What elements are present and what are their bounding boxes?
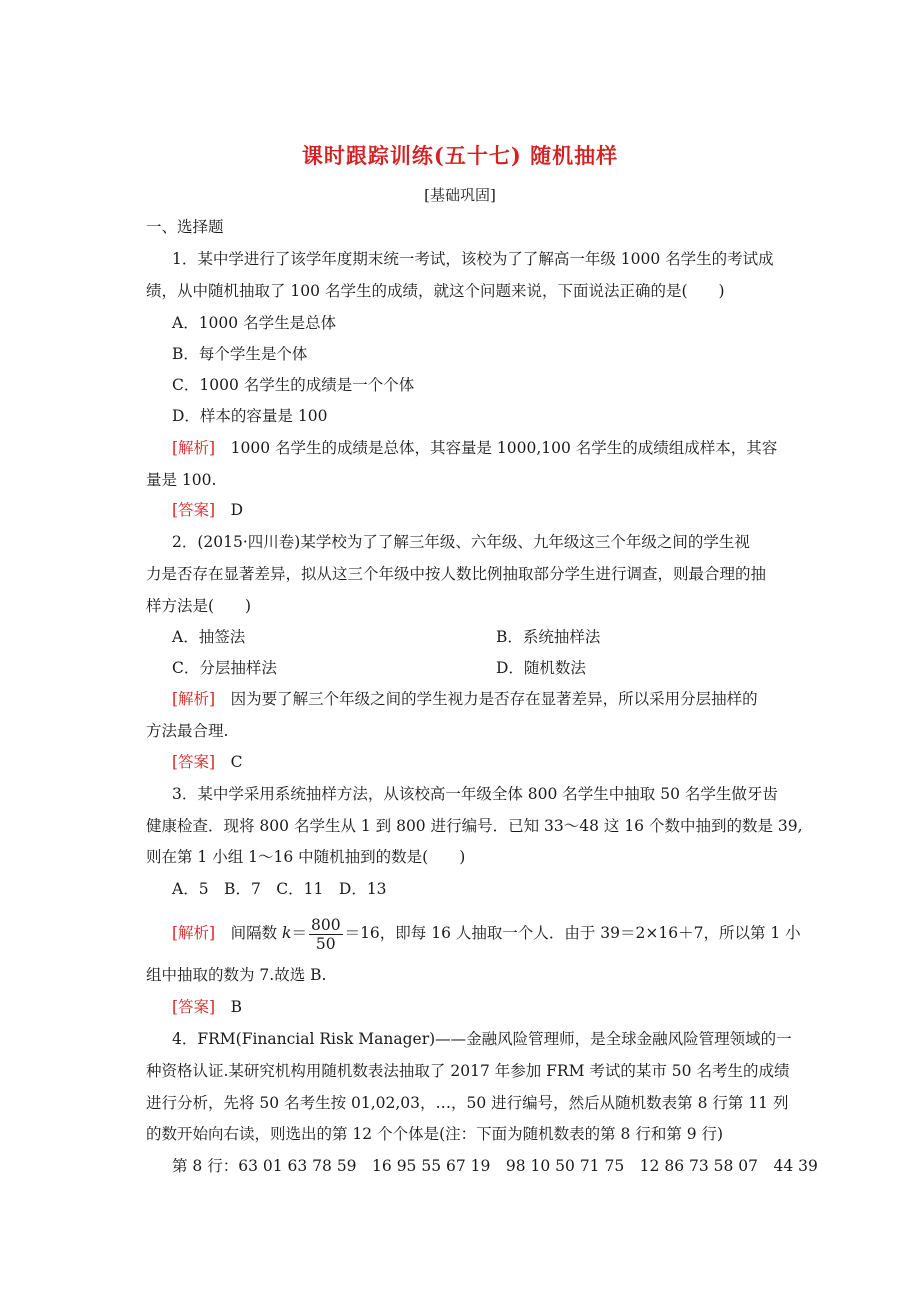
q4-stem-line2: 种资格认证.某研究机构用随机数表法抽取了 2017 年参加 FRM 考试的某市 50 名考生的成绩 [146,1062,790,1080]
q1-stem-line2: 绩，从中随机抽取了 100 名学生的成绩，就这个问题来说，下面说法正确的是( ) [146,282,725,300]
q3-answer [172,997,242,1017]
q3-analysis-pre: 间隔数 [215,924,283,942]
q3-analysis-line1 [172,914,801,953]
q4-stem-line3: 进行分析，先将 50 名考生按 01,02,03，…，50 进行编号，然后从随机数表第 8 行第 11 列 [146,1094,789,1112]
q2-answer [172,752,242,772]
q1-stem-line1: 1．某中学进行了该学年度期末统一考试，该校为了了解高一年级 1000 名学生的考试成 [172,250,774,268]
q2-option-b: B．系统抽样法 [496,628,601,646]
q3-analysis-line2: 组中抽取的数为 7.故选 B. [146,966,327,984]
q2-option-a: A．抽签法 [172,628,246,646]
q3-analysis-post: ＝16，即每 16 人抽取一个人．由于 39＝2×16＋7，所以第 1 小 [344,924,801,942]
q2-answer-value: C [215,753,243,771]
random-table-row-8: 第 8 行：63 01 63 78 59 16 95 55 67 19 98 10 50 71 75 12 86 73 58 07 44 39 [172,1157,818,1175]
page-title: 课时跟踪训练(五十七) 随机抽样 [301,143,619,168]
q3-options: A．5 B．7 C．11 D．13 [172,880,387,898]
q2-analysis-line1 [172,689,758,709]
analysis-tag: [解析] [172,690,216,708]
analysis-tag: [解析] [172,439,216,457]
q1-option-a: A．1000 名学生是总体 [172,314,337,332]
q1-option-b: B．每个学生是个体 [172,345,308,363]
q2-stem-line2: 力是否存在显著差异，拟从这三个年级中按人数比例抽取部分学生进行调查，则最合理的抽 [146,565,767,583]
variable-k: k [282,924,292,942]
q2-option-c: C．分层抽样法 [172,659,277,677]
section-heading: 一、选择题 [146,218,224,236]
fraction-numerator: 800 [310,915,341,934]
answer-tag: [答案] [172,501,216,519]
q2-analysis-text: 因为要了解三个年级之间的学生视力是否存在显著差异，所以采用分层抽样的 [215,690,758,708]
section-subtitle: [基础巩固] [424,186,496,204]
fraction [309,916,343,953]
equals-sign: ＝ [291,924,307,942]
q1-analysis-line2: 量是 100. [146,471,217,489]
q2-analysis-line2: 方法最合理. [146,722,229,740]
q1-option-d: D．样本的容量是 100 [172,407,328,425]
q1-analysis-line1 [172,438,777,458]
q2-stem-line3: 样方法是( ) [146,597,252,615]
q2-stem-line1: 2．(2015·四川卷)某学校为了了解三年级、六年级、九年级这三个年级之间的学生视 [172,533,750,551]
q4-stem-line1: 4．FRM(Financial Risk Manager)——金融风险管理师，是全球金融风险管理领域的一 [172,1030,792,1048]
analysis-tag: [解析] [172,924,216,942]
answer-tag: [答案] [172,998,216,1016]
q1-answer [172,500,243,520]
q3-answer-value: B [215,998,242,1016]
q1-option-c: C．1000 名学生的成绩是一个个体 [172,376,415,394]
q3-stem-line1: 3．某中学采用系统抽样方法，从该校高一年级全体 800 名学生中抽取 50 名学生做牙齿 [172,785,778,803]
q1-analysis-text: 1000 名学生的成绩是总体，其容量是 1000,100 名学生的成绩组成样本，其容 [215,439,778,457]
q2-option-d: D．随机数法 [496,659,586,677]
answer-tag: [答案] [172,753,216,771]
q4-stem-line4: 的数开始向右读，则选出的第 12 个个体是(注：下面为随机数表的第 8 行和第 9 行) [146,1125,724,1143]
q1-answer-value: D [215,501,244,519]
fraction-denominator: 50 [315,934,336,953]
q3-stem-line3: 则在第 1 小组 1～16 中随机抽到的数是( ) [146,848,466,866]
q3-stem-line2: 健康检查．现将 800 名学生从 1 到 800 进行编号．已知 33～48 这 16 个数中抽到的数是 39, [146,817,803,835]
